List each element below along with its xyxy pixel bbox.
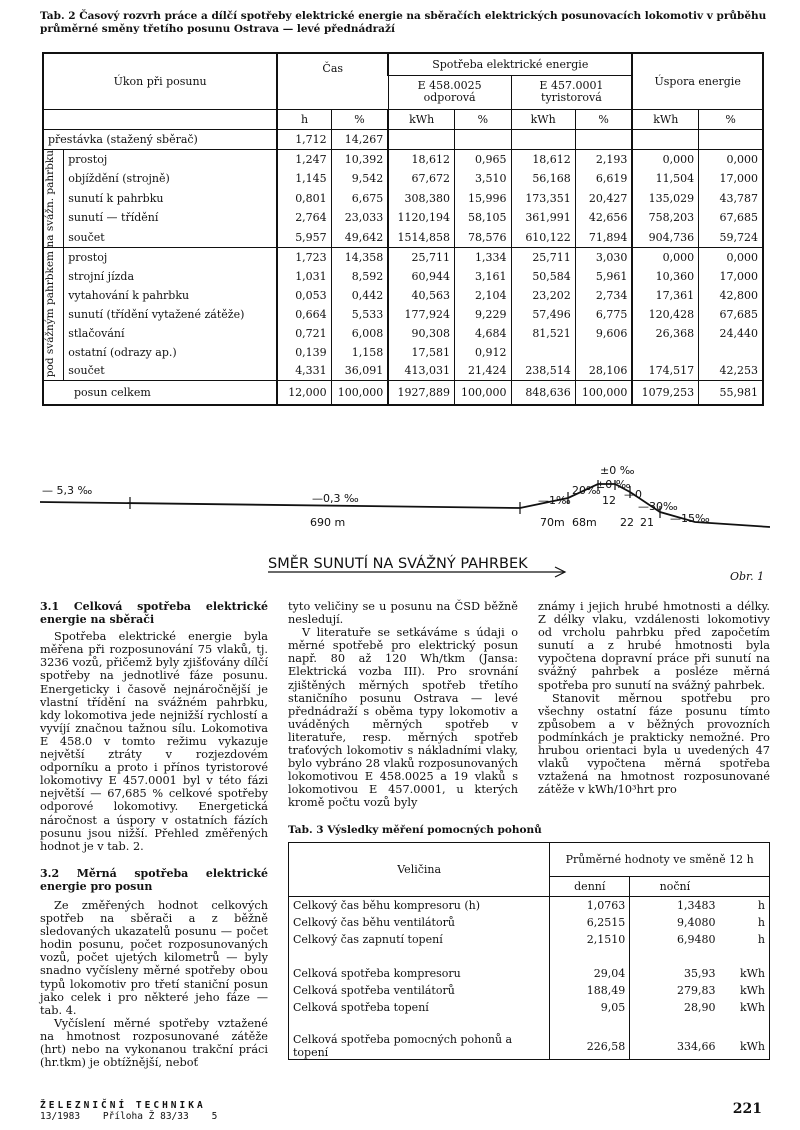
header-quantity: Veličina bbox=[289, 843, 550, 897]
table-cell: 1120,194 bbox=[388, 208, 454, 228]
total-cell: 1927,889 bbox=[388, 381, 454, 405]
unit-h: h bbox=[277, 109, 331, 129]
table-cell: 0,053 bbox=[277, 286, 331, 305]
table-cell: 308,380 bbox=[388, 188, 454, 208]
paragraph: známy i jejich hrubé hmotnosti a délky. Z délky vlaku, vzdálenosti lokomotivy od vrcholu pahrbku před započetím sunutí a z hrubé hmotnosti byla vypočtena dopravní práce při sunutí na svážný pahrbek a posléze měrná spotřeba pro sunutí na svážný pahrbek. bbox=[538, 600, 770, 692]
table-row bbox=[43, 343, 763, 362]
table-cell: 43,787 bbox=[699, 188, 763, 208]
unit-kwh: kWh bbox=[511, 109, 575, 129]
table-row bbox=[43, 149, 763, 169]
table-cell: 413,031 bbox=[388, 362, 454, 381]
table-cell: 18,612 bbox=[511, 149, 575, 169]
table-cell bbox=[511, 343, 575, 362]
table-cell: 1,031 bbox=[277, 267, 331, 286]
table-cell: 279,83 bbox=[630, 982, 720, 999]
table-cell: 120,428 bbox=[632, 305, 698, 324]
unit-pct: % bbox=[455, 109, 512, 129]
table-cell: 67,685 bbox=[699, 208, 763, 228]
table-cell: 361,991 bbox=[511, 208, 575, 228]
table-cell: Celkový čas zapnutí topení bbox=[293, 933, 443, 946]
table-row bbox=[43, 208, 763, 228]
grade-label: —0 bbox=[624, 488, 642, 501]
table-cell: 23,202 bbox=[511, 286, 575, 305]
table-cell: 1,334 bbox=[455, 248, 512, 267]
header-saving: Úspora energie bbox=[632, 53, 763, 109]
table-cell: 188,49 bbox=[550, 982, 630, 999]
table-cell: 2,1510 bbox=[550, 931, 630, 948]
table-cell: 334,66 bbox=[630, 1033, 720, 1060]
table-cell: 40,563 bbox=[388, 286, 454, 305]
unit-pct: % bbox=[331, 109, 388, 129]
table-cell: Celková spotřeba pomocných pohonů a topení bbox=[293, 1033, 513, 1059]
table-cell: 0,000 bbox=[632, 149, 698, 169]
table-cell: kWh bbox=[739, 1001, 765, 1014]
length-label: 21 bbox=[640, 516, 654, 529]
table-cell: 2,734 bbox=[575, 286, 632, 305]
table-cell: 49,642 bbox=[331, 228, 388, 248]
table-cell: 6,775 bbox=[575, 305, 632, 324]
table-cell: 59,724 bbox=[699, 228, 763, 248]
page-number: 221 bbox=[732, 1101, 762, 1117]
total-cell: 12,000 bbox=[277, 381, 331, 405]
table-cell: 17,581 bbox=[388, 343, 454, 362]
figure-number: Obr. 1 bbox=[730, 570, 765, 583]
paragraph: V literatuře se setkáváme s údaji o měrné spotřebě pro elektrický posun např. 80 až 120 Wh/tkm (Jansa: Elektrická vozba III). Pro srovnání zjištěných měrných spotřeb třetího staničního posunu Ostrava — levé přednádraží s oběma typy lokomotiv a uváděných měrných spotřeb v literatuře, resp. měrných spotřeb traťových lokomotiv s nákladními vlaky, bylo vybráno 28 vlaků rozposunovaných lokomotivou E 458.0025 a 19 vlaků s lokomotivou E 457.0001, u kterých kromě počtu vozů byly bbox=[288, 626, 518, 810]
table-cell: 26,368 bbox=[632, 324, 698, 343]
table-cell: 28,106 bbox=[575, 362, 632, 381]
table-cell: 904,736 bbox=[632, 228, 698, 248]
table-row bbox=[289, 914, 770, 931]
table-cell: 0,000 bbox=[699, 248, 763, 267]
table-cell: 610,122 bbox=[511, 228, 575, 248]
table-cell: 90,308 bbox=[388, 324, 454, 343]
row-label: ostatní (odrazy ap.) bbox=[68, 345, 177, 359]
length-label: 690 m bbox=[310, 516, 346, 529]
table-cell: 2,764 bbox=[277, 208, 331, 228]
table-cell: 5,957 bbox=[277, 228, 331, 248]
text-column-2 bbox=[288, 600, 518, 810]
table-cell: 8,592 bbox=[331, 267, 388, 286]
journal-name: ŽELEZNIČNÍ TECHNIKA bbox=[40, 1100, 206, 1111]
header-action: Úkon při posunu bbox=[43, 53, 277, 109]
row-label: stlačování bbox=[68, 326, 125, 340]
table-cell: 71,894 bbox=[575, 228, 632, 248]
table-cell: 6,008 bbox=[331, 324, 388, 343]
table-cell: 1,3483 bbox=[630, 897, 720, 915]
table-cell: 67,672 bbox=[388, 169, 454, 189]
table-cell: 2,104 bbox=[455, 286, 512, 305]
unit-pct: % bbox=[699, 109, 763, 129]
table-cell: kWh bbox=[739, 967, 765, 980]
table-cell: 6,675 bbox=[331, 188, 388, 208]
table-cell: 10,360 bbox=[632, 267, 698, 286]
table3-caption: Tab. 3 Výsledky měření pomocných pohonů bbox=[288, 824, 542, 836]
header-day: denní bbox=[550, 877, 630, 897]
row-label: strojní jízda bbox=[68, 269, 134, 283]
text-column-1 bbox=[40, 600, 268, 1069]
row-label: objíždění (strojně) bbox=[68, 172, 170, 186]
table-row bbox=[43, 362, 763, 381]
header-consumption: Spotřeba elektrické energie bbox=[388, 53, 632, 75]
paragraph: Ze změřených hodnot celkových spotřeb na sběrači a z běžně sledovaných ukazatelů posunu — počet hodin posunu, počet rozposunovaných vozů, počet ujetých kilometrů — byly snadno vyčísleny měrné spotřeby obou typů lokomotiv pro třetí staniční posun jako celek i pro některé jeho fáze — tab. 4. bbox=[40, 898, 268, 1017]
row-label: prostoj bbox=[68, 250, 108, 264]
header-e458: E 458.0025 odporová bbox=[388, 75, 511, 109]
table-cell: 0,965 bbox=[455, 149, 512, 169]
table-cell: 42,253 bbox=[699, 362, 763, 381]
length-label: 68m bbox=[572, 516, 597, 529]
table-cell: 23,033 bbox=[331, 208, 388, 228]
group-label: na svážn. pahrbku bbox=[44, 149, 56, 248]
unit-kwh: kWh bbox=[632, 109, 698, 129]
header-time: Čas bbox=[277, 53, 388, 109]
table-cell: 226,58 bbox=[550, 1033, 630, 1060]
table-row bbox=[289, 982, 770, 999]
table-cell: 1,158 bbox=[331, 343, 388, 362]
total-cell: 848,636 bbox=[511, 381, 575, 405]
table-cell: 9,542 bbox=[331, 169, 388, 189]
row-pause-label: přestávka (stažený sběrač) bbox=[43, 129, 277, 149]
table2 bbox=[42, 52, 764, 406]
paragraph: tyto veličiny se u posunu na ČSD běžně nesledují. bbox=[288, 600, 518, 627]
table-cell: Celková spotřeba ventilátorů bbox=[293, 984, 455, 997]
table-cell bbox=[632, 343, 698, 362]
unit-pct: % bbox=[575, 109, 632, 129]
row-label: prostoj bbox=[68, 152, 108, 166]
table-cell: 1,0763 bbox=[550, 897, 630, 915]
table-cell: 11,504 bbox=[632, 169, 698, 189]
table-cell: 35,93 bbox=[630, 965, 720, 982]
table-cell: 238,514 bbox=[511, 362, 575, 381]
table-cell: 29,04 bbox=[550, 965, 630, 982]
table-cell: 42,656 bbox=[575, 208, 632, 228]
section-3-2-heading: 3.2 Měrná spotřeba elektrické energie pro posun bbox=[40, 866, 268, 893]
table-cell bbox=[575, 343, 632, 362]
length-label: 22 bbox=[620, 516, 634, 529]
table-cell: kWh bbox=[739, 1039, 765, 1053]
table-cell: 17,000 bbox=[699, 169, 763, 189]
table-row bbox=[43, 324, 763, 343]
table-cell: 25,711 bbox=[511, 248, 575, 267]
table-cell: 3,030 bbox=[575, 248, 632, 267]
length-label: 70m bbox=[540, 516, 565, 529]
table-cell: Celková spotřeba topení bbox=[293, 1001, 429, 1014]
table-cell: 9,4080 bbox=[630, 914, 720, 931]
header-e457: E 457.0001 tyristorová bbox=[511, 75, 632, 109]
table-row bbox=[43, 305, 763, 324]
table-cell: kWh bbox=[739, 984, 765, 997]
table-row bbox=[289, 999, 770, 1016]
total-cell: 1079,253 bbox=[632, 381, 698, 405]
table-cell: 6,619 bbox=[575, 169, 632, 189]
table-cell: 60,944 bbox=[388, 267, 454, 286]
track-profile-figure bbox=[40, 462, 770, 586]
table-cell: 0,442 bbox=[331, 286, 388, 305]
table-cell: 2,193 bbox=[575, 149, 632, 169]
table-row bbox=[43, 228, 763, 248]
table-cell: 1,247 bbox=[277, 149, 331, 169]
row-label: součet bbox=[64, 362, 278, 381]
table-cell: 0,000 bbox=[699, 149, 763, 169]
table-cell: 42,800 bbox=[699, 286, 763, 305]
table-cell: Celková spotřeba kompresoru bbox=[293, 967, 461, 980]
row-label: součet bbox=[64, 228, 278, 248]
table-cell: 57,496 bbox=[511, 305, 575, 324]
table-cell: 5,961 bbox=[575, 267, 632, 286]
table-row bbox=[43, 248, 763, 267]
grade-label: ±0 ‰ bbox=[596, 478, 631, 491]
table-cell: 25,711 bbox=[388, 248, 454, 267]
grade-label: —0,3 ‰ bbox=[312, 492, 359, 505]
table-cell: 18,612 bbox=[388, 149, 454, 169]
table-cell: 20,427 bbox=[575, 188, 632, 208]
table-cell: Celkový čas běhu ventilátorů bbox=[293, 916, 455, 929]
table-cell: 3,510 bbox=[455, 169, 512, 189]
table-cell: h bbox=[757, 899, 765, 912]
table-cell: 1,145 bbox=[277, 169, 331, 189]
table-cell: 28,90 bbox=[630, 999, 720, 1016]
table-cell: h bbox=[757, 916, 765, 929]
table-cell: 9,229 bbox=[455, 305, 512, 324]
table-cell: 758,203 bbox=[632, 208, 698, 228]
table-cell: Celkový čas běhu kompresoru (h) bbox=[293, 899, 481, 912]
table-cell: 17,000 bbox=[699, 267, 763, 286]
table-cell: 17,361 bbox=[632, 286, 698, 305]
table-row bbox=[43, 169, 763, 189]
table-cell: 0,000 bbox=[632, 248, 698, 267]
table-cell: 58,105 bbox=[455, 208, 512, 228]
table-cell: 78,576 bbox=[455, 228, 512, 248]
grade-label: —1‰ bbox=[538, 494, 571, 507]
table-cell: 0,721 bbox=[277, 324, 331, 343]
table-cell: 56,168 bbox=[511, 169, 575, 189]
row-label: sunutí k pahrbku bbox=[68, 191, 164, 205]
grade-label: —30‰ bbox=[638, 500, 678, 513]
total-label: posun celkem bbox=[43, 381, 277, 405]
table-row bbox=[289, 1033, 770, 1060]
table-cell: 174,517 bbox=[632, 362, 698, 381]
table-cell: 135,029 bbox=[632, 188, 698, 208]
table-cell: 177,924 bbox=[388, 305, 454, 324]
group-label: pod svážným pahrbkem bbox=[44, 250, 56, 378]
table-cell: h bbox=[757, 933, 765, 946]
table3 bbox=[288, 842, 770, 1060]
length-label: 12 bbox=[602, 494, 616, 507]
unit-kwh: kWh bbox=[388, 109, 454, 129]
row-pause-pct: 14,267 bbox=[331, 129, 388, 149]
table-cell bbox=[699, 343, 763, 362]
total-cell: 100,000 bbox=[455, 381, 512, 405]
table-cell: 1514,858 bbox=[388, 228, 454, 248]
row-label: sunutí (třídění vytažené zátěže) bbox=[68, 307, 245, 321]
table-cell: 81,521 bbox=[511, 324, 575, 343]
paragraph: Spotřeba elektrické energie byla měřena při rozposunování 75 vlaků, tj. 3236 vozů, přičemž byly zjišťovány dílčí spotřeby na jednotlivé fáze posunu. Energeticky i časově nejnáročnější je vlastní třídění na svážném pahrbku, kdy lokomotiva jede nejnižší rychlostí a vyvíjí značnou tažnou sílu. Lokomotiva E 458.0 v tomto režimu vykazuje největší ztráty v rozjezdovém odporníku a proto i přínos tyristorové lokomotivy E 457.0001 byl v této fázi největší — 67,685 % celkové spotřeby odporové lokomotivy. Energetická náročnost a úspory v ostatních fázích posunu jsou nižší. Přehled změřených hodnot je v tab. 2. bbox=[40, 630, 268, 853]
table-cell: 0,801 bbox=[277, 188, 331, 208]
table-row bbox=[43, 188, 763, 208]
table2-caption: Tab. 2 Časový rozvrh práce a dílčí spotřeby elektrické energie na sběračích elektrických posunovacích lokomotiv v průběhu průměrné směny třetího posunu Ostrava — levé přednádraží bbox=[40, 10, 767, 35]
table-cell: 4,331 bbox=[277, 362, 331, 381]
table-row bbox=[289, 965, 770, 982]
table-row bbox=[289, 897, 770, 915]
grade-label: 20‰ bbox=[572, 484, 601, 497]
table-cell: 10,392 bbox=[331, 149, 388, 169]
row-label: sunutí — třídění bbox=[68, 211, 159, 225]
paragraph: Vyčíslení měrné spotřeby vztažené na hmotnost rozposunované zátěže (hrt) nebo na vykonanou trakční práci (hr.tkm) je obtížnější, neboť bbox=[40, 1016, 268, 1070]
total-cell: 55,981 bbox=[699, 381, 763, 405]
table-cell: 24,440 bbox=[699, 324, 763, 343]
direction-label: SMĚR SUNUTÍ NA SVÁŽNÝ PAHRBEK bbox=[268, 556, 528, 572]
grade-label: ±0 ‰ bbox=[600, 464, 635, 477]
table-cell: 21,424 bbox=[455, 362, 512, 381]
table-cell: 9,05 bbox=[550, 999, 630, 1016]
table-cell: 50,584 bbox=[511, 267, 575, 286]
table-cell: 15,996 bbox=[455, 188, 512, 208]
grade-label: — 5,3 ‰ bbox=[42, 484, 93, 497]
table-cell: 36,091 bbox=[331, 362, 388, 381]
table-cell: 5,533 bbox=[331, 305, 388, 324]
table-cell: 0,139 bbox=[277, 343, 331, 362]
paragraph: Stanovit měrnou spotřebu pro všechny ostatní fáze posunu tímto způsobem a v běžných provozních podmínkách je prakticky nemožné. Pro hrubou orientaci byla u uvedených 47 vlaků vypočtena měrná spotřeba vztažená na hmotnost rozposunované zátěže v kWh/10³hrt pro bbox=[538, 691, 770, 797]
row-pause-h: 1,712 bbox=[277, 129, 331, 149]
table-cell: 14,358 bbox=[331, 248, 388, 267]
table-row bbox=[289, 931, 770, 948]
section-3-1-heading: 3.1 Celková spotřeba elektrické energie na sběrači bbox=[40, 600, 268, 627]
table-cell: 6,2515 bbox=[550, 914, 630, 931]
table-row bbox=[43, 267, 763, 286]
total-cell: 100,000 bbox=[331, 381, 388, 405]
table-cell: 0,664 bbox=[277, 305, 331, 324]
header-night: noční bbox=[630, 877, 720, 897]
text-column-3 bbox=[538, 600, 770, 796]
table-cell: 6,9480 bbox=[630, 931, 720, 948]
table-cell: 173,351 bbox=[511, 188, 575, 208]
grade-label: —15‰ bbox=[670, 512, 710, 525]
issue-info: 13/1983 Příloha Ž 83/33 5 bbox=[40, 1111, 218, 1122]
row-label: vytahování k pahrbku bbox=[68, 288, 190, 302]
table-cell: 1,723 bbox=[277, 248, 331, 267]
total-cell: 100,000 bbox=[575, 381, 632, 405]
table-cell: 0,912 bbox=[455, 343, 512, 362]
table-cell: 4,684 bbox=[455, 324, 512, 343]
table-cell: 3,161 bbox=[455, 267, 512, 286]
table-cell: 67,685 bbox=[699, 305, 763, 324]
table-cell: 9,606 bbox=[575, 324, 632, 343]
header-average: Průměrné hodnoty ve směně 12 h bbox=[550, 843, 770, 877]
table-row bbox=[43, 286, 763, 305]
footer bbox=[40, 1100, 217, 1122]
